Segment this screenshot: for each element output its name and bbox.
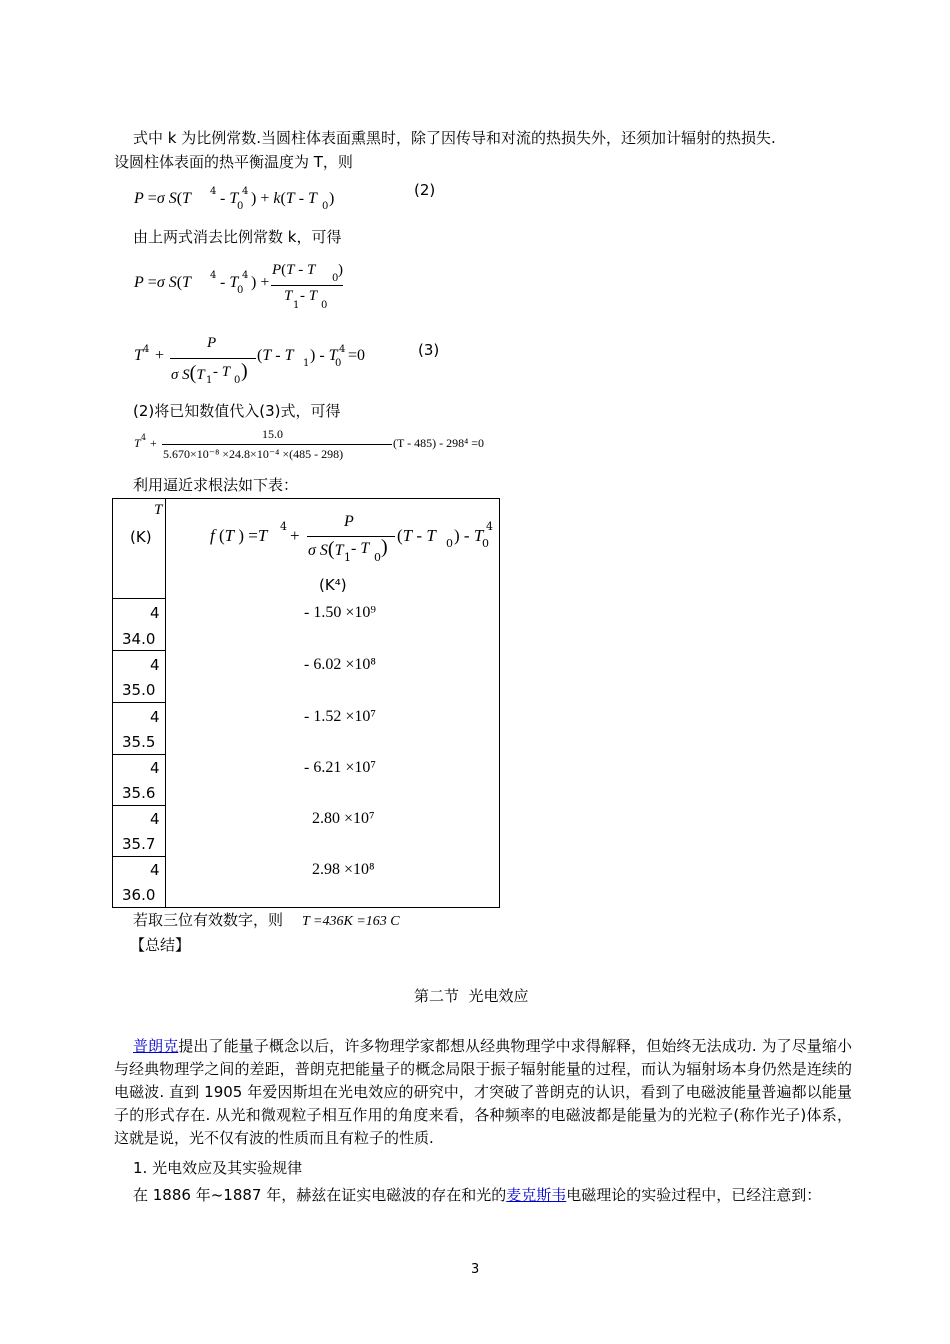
- paragraph-1-text: 提出了能量子概念以后，许多物理学家都想从经典物理学中求得解释，但始终无法成功. 为了尽量缩小与经典物理学之间的差距，普朗克把能量子的概念局限于振子辐射能量的过程，而认为辐射场本身仍然是连续的电磁波. 直到 1905 年爱因斯坦在光电效应的研究中，才突破了普朗克的认识，看到了电磁波能量普遍都以能量子的形式存在. 从光和微观粒子相互作用的角度来看，各种频率的电磁波都是能量为的光粒子(称作光子)体系，这就是说，光不仅有波的性质而且有粒子的性质.: [114, 1037, 852, 1147]
- table-row-5-f: 2.80 ×10⁷: [312, 810, 375, 827]
- paragraph-2-before: 在 1886 年~1887 年，赫兹在证实电磁波的存在和光的: [133, 1186, 507, 1204]
- table-row-6-t1: 4: [150, 861, 160, 879]
- table-row-3-t1: 4: [150, 708, 160, 726]
- link-planck[interactable]: 普朗克: [133, 1037, 179, 1055]
- table-row-2-t2: 35.0: [122, 681, 156, 699]
- section-title: 第二节 光电效应: [414, 987, 529, 1005]
- table-row-4-t1: 4: [150, 759, 160, 777]
- eliminate-text: 由上两式消去比例常数 k，可得: [133, 228, 342, 246]
- approximation-table: T (K) f (T ) =T 4 + P σ S(T 1 - T 0 ) (T - T 0 ) - T 4 0 (K⁴) 4 34.0 - 1.50 ×10⁹ 4 35.0 - 6.02 ×10⁸ 4 35.5 - 1.52 ×10⁷ 4 35.6 - 6.21 ×10⁷ 4 35.7 2.80 ×10⁷ 4 36.0 2.98 ×10⁸: [112, 498, 500, 908]
- result-text: 若取三位有效数字，则: [133, 911, 284, 929]
- header-t-unit: (K): [130, 528, 152, 546]
- equation-2-label: (2): [414, 181, 436, 199]
- paragraph-photoelectric: [114, 1035, 852, 1150]
- numeric-denominator: 5.670×10⁻⁸ ×24.8×10⁻⁴ ×(485 - 298): [163, 447, 344, 461]
- header-t: T: [154, 502, 163, 518]
- table-row-3-t2: 35.5: [122, 733, 156, 751]
- table-row-2-f: - 6.02 ×10⁸: [304, 656, 376, 673]
- numeric-rest: (T - 485) - 298⁴ =0: [393, 436, 485, 450]
- table-row-4-t2: 35.6: [122, 784, 156, 802]
- intro-line-2: 设圆柱体表面的热平衡温度为 T，则: [114, 153, 353, 171]
- table-row-3-f: - 1.52 ×10⁷: [304, 708, 376, 725]
- table-row-5-t1: 4: [150, 810, 160, 828]
- table-row-5-t2: 35.7: [122, 835, 156, 853]
- table-row-4-f: - 6.21 ×10⁷: [304, 759, 376, 776]
- table-row-6-t2: 36.0: [122, 886, 156, 904]
- result-formula: T =436K =163 C: [302, 914, 400, 929]
- header-function-unit: (K⁴): [319, 576, 347, 594]
- paragraph-2-after: 电磁理论的实验过程中，已经注意到：: [566, 1186, 822, 1204]
- intro-line-1: 式中 k 为比例常数.当圆柱体表面熏黑时，除了因传导和对流的热损失外，还须加计辐射的热损失.: [133, 129, 776, 147]
- table-row-2-t1: 4: [150, 656, 160, 674]
- table-row-1-t2: 34.0: [122, 630, 156, 648]
- substitute-text: (2)将已知数值代入(3)式，可得: [133, 402, 341, 420]
- summary-heading: 【总结】: [130, 936, 191, 954]
- subsection-heading: 1. 光电效应及其实验规律: [133, 1159, 303, 1177]
- numeric-numerator: 15.0: [262, 427, 283, 441]
- table-row-6-f: 2.98 ×10⁸: [312, 861, 375, 878]
- table-row-1-t1: 4: [150, 604, 160, 622]
- link-maxwell[interactable]: 麦克斯韦: [506, 1186, 567, 1204]
- paragraph-hertz: [114, 1184, 852, 1207]
- table-intro: 利用逼近求根法如下表：: [133, 476, 299, 494]
- page-number: 3: [471, 1262, 480, 1277]
- equation-3-label: (3): [418, 341, 440, 359]
- table-row-1-f: - 1.50 ×10⁹: [304, 604, 376, 621]
